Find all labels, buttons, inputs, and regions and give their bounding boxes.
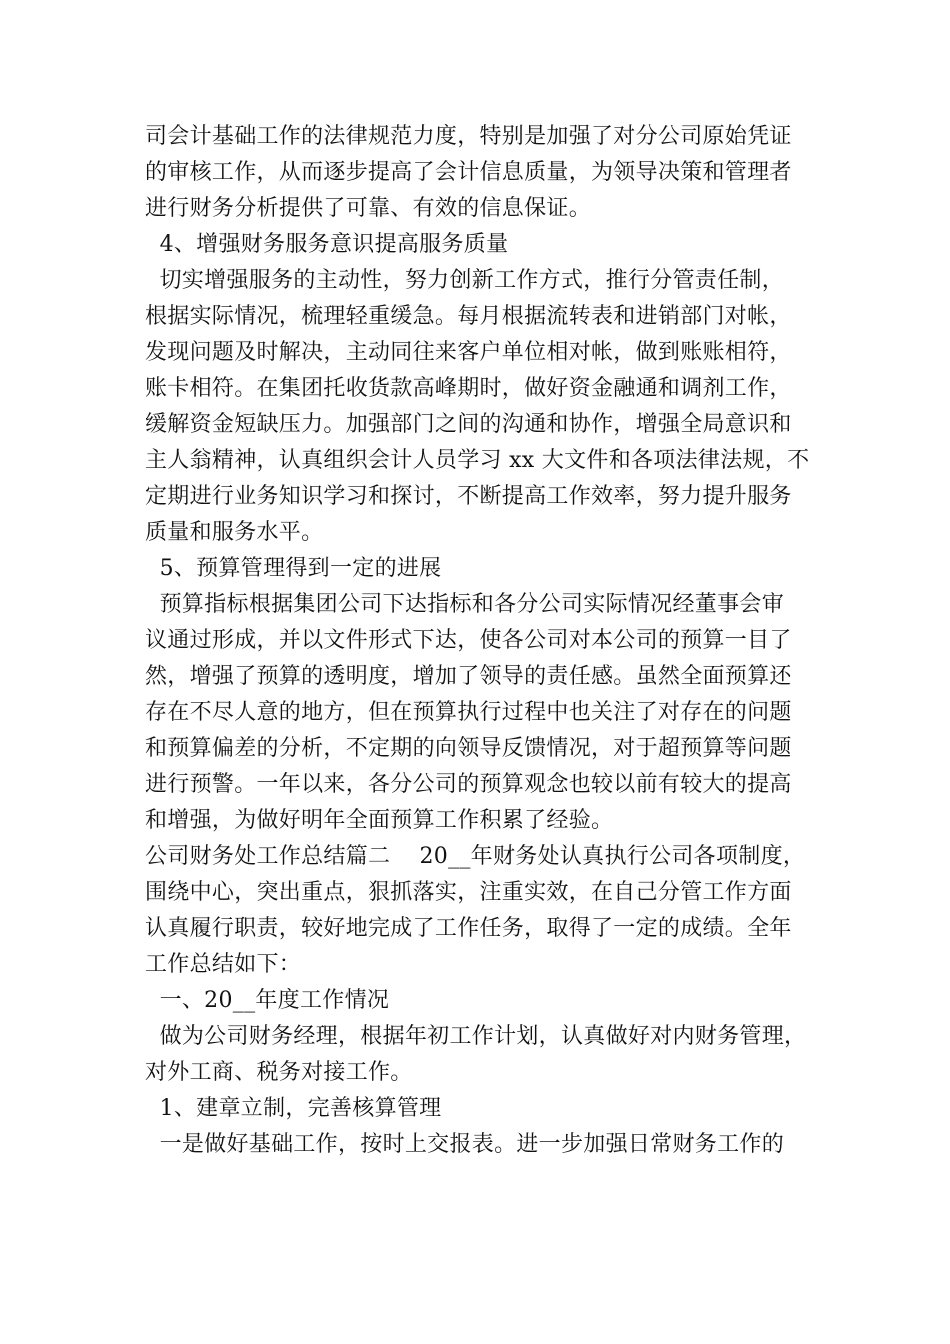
text-line: 议通过形成，并以文件形式下达，使各公司对本公司的预算一目了 — [145, 628, 792, 653]
text-line: 进行财务分析提供了可靠、有效的信息保证。 — [145, 196, 592, 221]
text-line: 和预算偏差的分析，不定期的向领导反馈情况，对于超预算等问题 — [145, 736, 792, 761]
section-heading: 一、20__年度工作情况 — [145, 988, 390, 1013]
section-heading: 4、增强财务服务意识提高服务质量 — [145, 232, 509, 257]
text-line: 进行预警。一年以来，各分公司的预算观念也较以前有较大的提高 — [145, 772, 792, 797]
text-line: 账卡相符。在集团托收货款高峰期时，做好资金融通和调剂工作， — [145, 376, 792, 401]
text-line: 定期进行业务知识学习和探讨，不断提高工作效率，努力提升服务 — [145, 484, 792, 509]
text-line: 缓解资金短缺压力。加强部门之间的沟通和协作，增强全局意识和 — [145, 412, 792, 437]
text-line: 主人翁精神，认真组织会计人员学习 xx 大文件和各项法律法规，不 — [145, 448, 810, 473]
text-line: 发现问题及时解决，主动同往来客户单位相对帐，做到账账相符， — [145, 340, 792, 365]
text-line: 对外工商、税务对接工作。 — [145, 1060, 413, 1085]
section-heading: 1、建章立制，完善核算管理 — [145, 1096, 442, 1121]
section-heading: 5、预算管理得到一定的进展 — [145, 556, 442, 581]
text-line: 然，增强了预算的透明度，增加了领导的责任感。虽然全面预算还 — [145, 664, 792, 689]
text-line: 围绕中心，突出重点，狠抓落实，注重实效，在自己分管工作方面 — [145, 880, 792, 905]
text-line: 认真履行职责，较好地完成了工作任务，取得了一定的成绩。全年 — [145, 916, 792, 941]
text-line: 切实增强服务的主动性，努力创新工作方式，推行分管责任制， — [145, 268, 784, 293]
text-line: 的审核工作，从而逐步提高了会计信息质量，为领导决策和管理者 — [145, 160, 792, 185]
text-line: 预算指标根据集团公司下达指标和各分公司实际情况经董事会审 — [145, 592, 784, 617]
text-line: 工作总结如下： — [145, 952, 302, 977]
text-line: 一是做好基础工作，按时上交报表。进一步加强日常财务工作的 — [145, 1132, 784, 1157]
text-line: 根据实际情况，梳理轻重缓急。每月根据流转表和进销部门对帐， — [145, 304, 792, 329]
text-line: 存在不尽人意的地方，但在预算执行过程中也关注了对存在的问题 — [145, 700, 792, 725]
text-line: 司会计基础工作的法律规范力度，特别是加强了对分公司原始凭证 — [145, 124, 792, 149]
text-line: 做为公司财务经理，根据年初工作计划，认真做好对内财务管理， — [145, 1024, 807, 1049]
text-line: 质量和服务水平。 — [145, 520, 324, 545]
article-title-line: 公司财务处工作总结篇二 20__年财务处认真执行公司各项制度， — [145, 844, 806, 869]
text-line: 和增强，为做好明年全面预算工作积累了经验。 — [145, 808, 614, 833]
